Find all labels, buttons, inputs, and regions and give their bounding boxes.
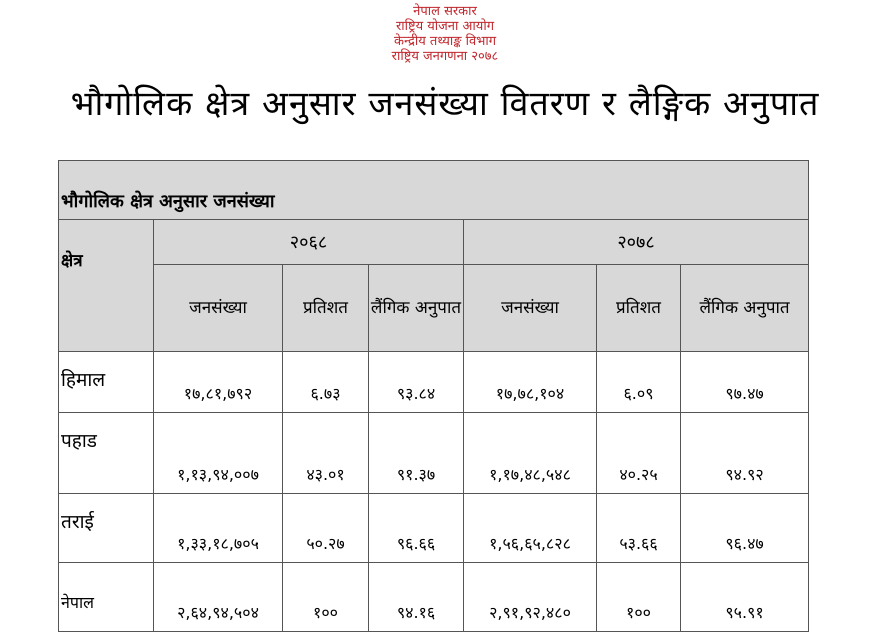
table-cell: ५३.६६ xyxy=(597,494,681,563)
column-header-population-2078: जनसंख्या xyxy=(464,265,597,352)
table-row-nepal-total xyxy=(59,563,809,632)
table-cell: ९१.३७ xyxy=(369,413,464,494)
table-cell: २,६४,९४,५०४ xyxy=(154,563,283,632)
region-header: क्षेत्र xyxy=(59,220,154,352)
table-cell: ४०.२५ xyxy=(597,413,681,494)
year-header-2078: २०७८ xyxy=(464,220,809,265)
table-cell: १,५६,६५,८२८ xyxy=(464,494,597,563)
page-title: भौगोलिक क्षेत्र अनुसार जनसंख्या वितरण र लैङ्गिक अनुपात xyxy=(70,84,820,124)
table-cell: १०० xyxy=(597,563,681,632)
row-label-himal: हिमाल xyxy=(59,352,154,413)
table-cell: ९४.९२ xyxy=(681,413,809,494)
table-cell: ९४.१६ xyxy=(369,563,464,632)
header-line-planning-commission: राष्ट्रिय योजना आयोग xyxy=(395,19,495,34)
header-line-statistics-bureau: केन्द्रीय तथ्याङ्क विभाग xyxy=(393,34,497,49)
table-cell: १०० xyxy=(283,563,369,632)
table-row-pahad xyxy=(59,413,809,494)
column-header-population-2068: जनसंख्या xyxy=(154,265,283,352)
column-header-sex-ratio-2078: लैंगिक अनुपात xyxy=(681,265,809,352)
table-cell: ९३.८४ xyxy=(369,352,464,413)
government-header xyxy=(0,4,890,64)
table-cell: २,९१,९२,४८० xyxy=(464,563,597,632)
header-line-census: राष्ट्रिय जनगणना २०७८ xyxy=(391,49,499,64)
table-cell: ६.०९ xyxy=(597,352,681,413)
table-caption: भौगोलिक क्षेत्र अनुसार जनसंख्या xyxy=(59,161,809,220)
table-cell: ९६.६६ xyxy=(369,494,464,563)
table-row-himal xyxy=(59,352,809,413)
column-header-row xyxy=(59,265,809,352)
year-header-row xyxy=(59,220,809,265)
table-cell: १,१७,४८,५४८ xyxy=(464,413,597,494)
table-cell: ९५.९१ xyxy=(681,563,809,632)
year-header-2068: २०६८ xyxy=(154,220,464,265)
column-header-percent-2068: प्रतिशत xyxy=(283,265,369,352)
table-cell: १,१३,९४,००७ xyxy=(154,413,283,494)
column-header-percent-2078: प्रतिशत xyxy=(597,265,681,352)
header-line-government: नेपाल सरकार xyxy=(413,4,477,19)
row-label-nepal: नेपाल xyxy=(59,563,154,632)
row-label-terai: तराई xyxy=(59,494,154,563)
table-cell: ९६.४७ xyxy=(681,494,809,563)
table-cell: ४३.०१ xyxy=(283,413,369,494)
column-header-sex-ratio-2068: लैंगिक अनुपात xyxy=(369,265,464,352)
table-row-terai xyxy=(59,494,809,563)
table-cell: ५०.२७ xyxy=(283,494,369,563)
table-cell: ६.७३ xyxy=(283,352,369,413)
table-cell: १७,८१,७९२ xyxy=(154,352,283,413)
table-caption-row xyxy=(59,161,809,220)
table-cell: १,३३,१८,७०५ xyxy=(154,494,283,563)
population-table xyxy=(58,160,809,632)
table-cell: ९७.४७ xyxy=(681,352,809,413)
table-cell: १७,७८,१०४ xyxy=(464,352,597,413)
row-label-pahad: पहाड xyxy=(59,413,154,494)
